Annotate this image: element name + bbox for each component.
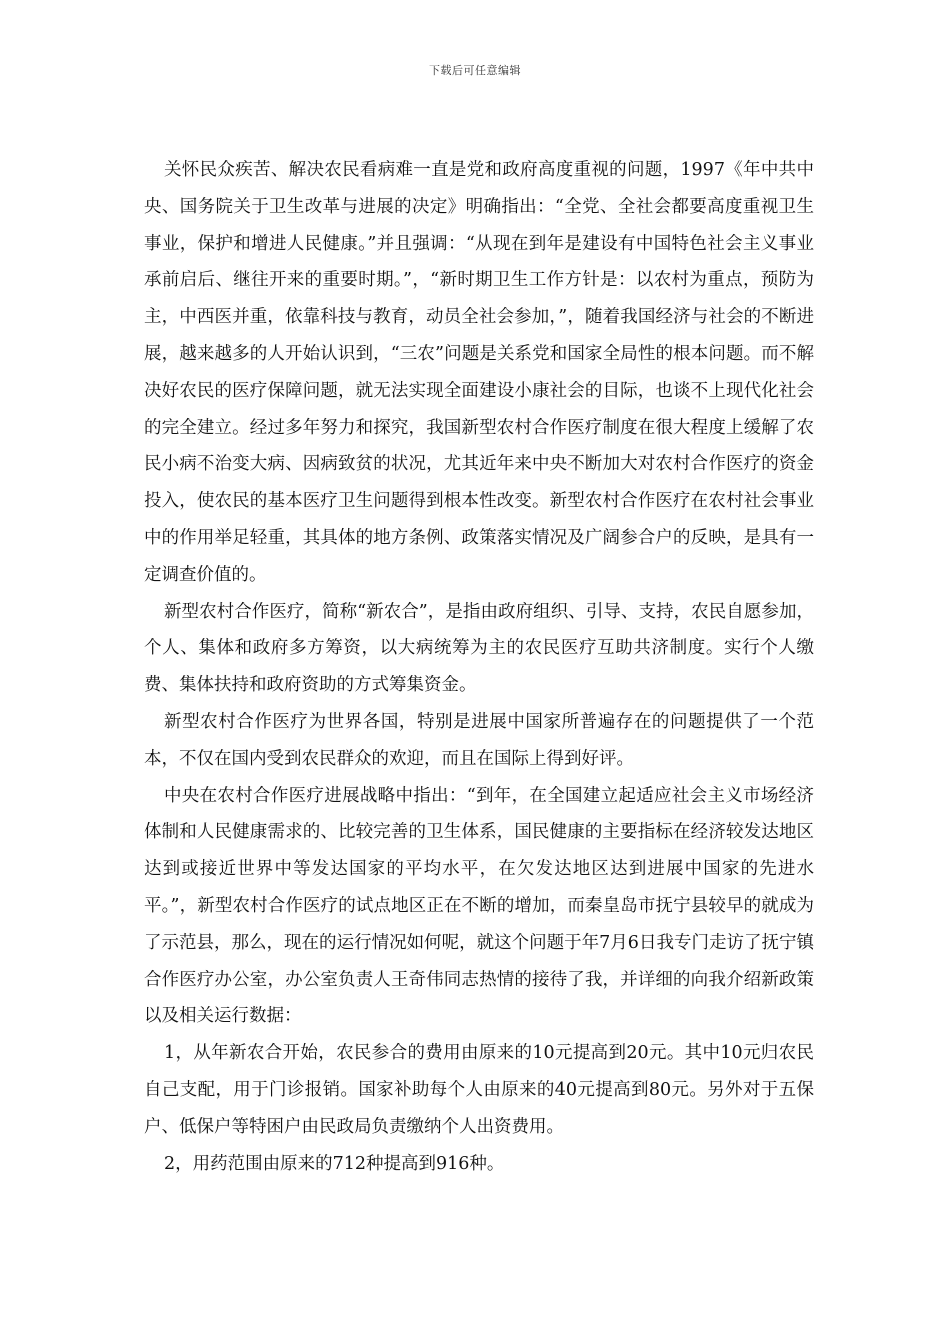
paragraph-international: 新型农村合作医疗为世界各国，特别是进展中国家所普遍存在的问题提供了一个范本，不仅在国内受到农民群众的欢迎，而且在国际上得到好评。: [144, 711, 814, 769]
paragraph-strategy: 中央在农村合作医疗进展战略中指出：“到年，在全国建立起适应社会主义市场经济体制和人民健康需求的、比较完善的卫生体系，国民健康的主要指标在经济较发达地区达到或接近世界中等发达国家的平均水平，在欠发达地区达到进展中国家的先进水平。”，新型农村合作医疗的试点地区正在不断的增加，而秦皇岛市抚宁县较早的就成为了示范县，那么，现在的运行情况如何呢，就这个问题于年7月6日我专门走访了抚宁镇合作医疗办公室，办公室负责人王奇伟同志热情的接待了我，并详细的向我介绍新政策以及相关运行数据：: [144, 785, 814, 1027]
page-header: 下载后可任意编辑: [429, 64, 521, 77]
paragraph-item-2: 2，用药范围由原来的712种提高到916种。: [164, 1153, 505, 1174]
paragraph-intro: 关怀民众疾苦、解决农民看病难一直是党和政府高度重视的问题，1997《年中共中央、国务院关于卫生改革与进展的决定》明确指出：“全党、全社会都要高度重视卫生事业，保护和增进人民健康。”并且强调：“从现在到年是建设有中国特色社会主义事业承前启后、继往开来的重要时期。”，“新时期卫生工作方针是：以农村为重点，预防为主，中西医并重，依靠科技与教育，动员全社会参加，”，随着我国经济与社会的不断进展，越来越多的人开始认识到，“三农”问题是关系党和国家全局性的根本问题。而不解决好农民的医疗保障问题，就无法实现全面建设小康社会的目际，也谈不上现代化社会的完全建立。经过多年努力和探究，我国新型农村合作医疗制度在很大程度上缓解了农民小病不治变大病、因病致贫的状况，尤其近年来中央不断加大对农村合作医疗的资金投入，使农民的基本医疗卫生问题得到根本性改变。新型农村合作医疗在农村社会事业中的作用举足轻重，其具体的地方条例、政策落实情况及广阔参合户的反映，是具有一定调查价值的。: [144, 160, 814, 585]
paragraph-item-1: 1，从年新农合开始，农民参合的费用由原来的10元提高到20元。其中10元归农民自己支配，用于门诊报销。国家补助每个人由原来的40元提高到80元。另外对于五保户、低保户等特困户由民政局负责缴纳个人出资费用。: [144, 1043, 814, 1137]
paragraph-definition: 新型农村合作医疗，简称“新农合”，是指由政府组织、引导、支持，农民自愿参加，个人、集体和政府多方筹资，以大病统筹为主的农民医疗互助共济制度。实行个人缴费、集体扶持和政府资助的方式筹集资金。: [144, 601, 814, 696]
document-body: [144, 152, 814, 1182]
